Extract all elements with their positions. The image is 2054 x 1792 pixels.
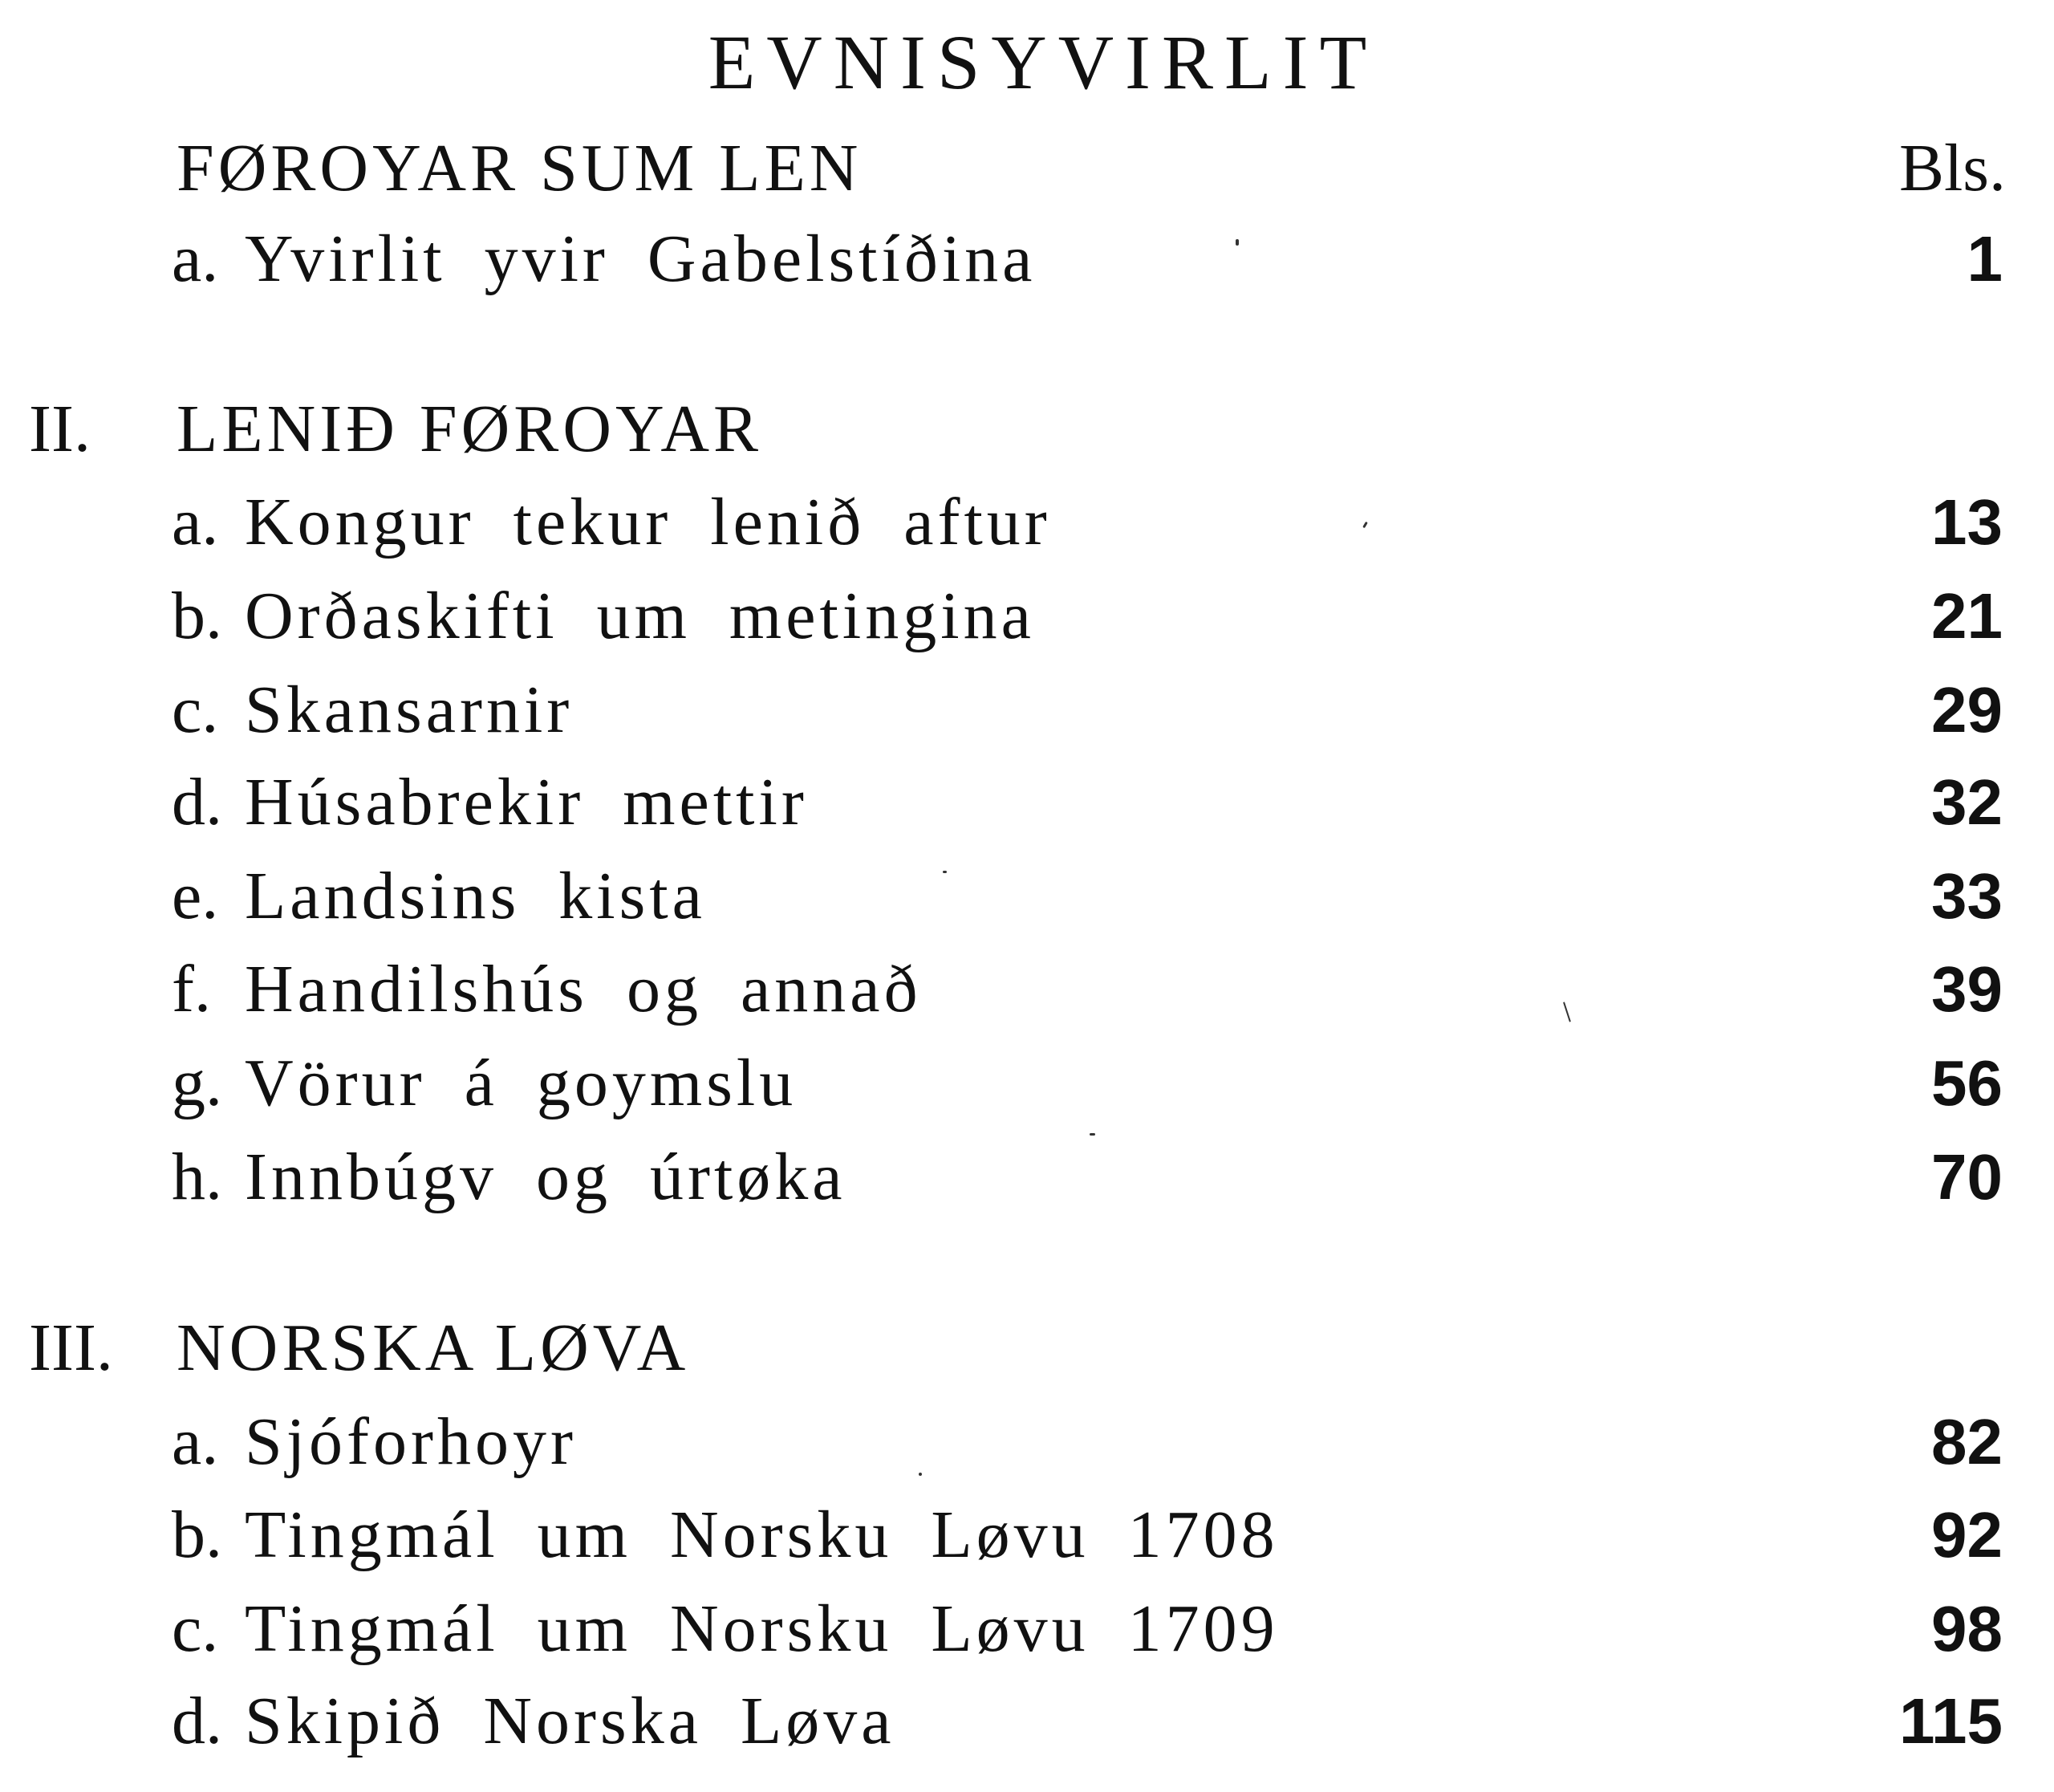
entry-title: Kongur tekur lenið aftur [245,485,1051,559]
entry-page-number: 13 [1931,486,2003,558]
entry-title: Húsabrekir mettir [245,765,808,839]
entry-letter: d. [172,765,222,839]
entry-letter: e. [172,859,219,933]
entry-page-number: 39 [1931,953,2003,1025]
entry-page-number: 33 [1931,860,2003,932]
entry-page-number: 70 [1931,1141,2003,1213]
entry-page-number: 21 [1931,580,2003,652]
toc-entry [0,758,2054,847]
section-heading: FØROYAR SUM LEN [177,131,863,205]
toc-entry [0,1491,2054,1579]
entry-letter: h. [172,1140,222,1214]
entry-title: Innbúgv og úrtøka [245,1140,846,1214]
toc-entry [0,215,2054,303]
page-title: EVNISYVIRLIT [708,19,1378,105]
entry-letter: b. [172,579,222,653]
entry-title: Vörur á goymslu [245,1046,798,1120]
entry-letter: a. [172,1404,219,1479]
entry-letter: d. [172,1684,222,1758]
entry-letter: c. [172,1591,219,1666]
toc-entry [0,666,2054,754]
scan-speck [1090,1133,1095,1136]
entry-letter: g. [172,1046,222,1120]
entry-letter: a. [172,221,219,296]
entry-title: Orðaskifti um metingina [245,579,1035,653]
section-2-header [0,385,2054,473]
entry-page-number: 98 [1931,1593,2003,1664]
entry-title: Handilshús og annað [245,952,922,1026]
scan-speck [1236,239,1239,246]
entry-title: Skansarnir [245,673,574,747]
entry-page-number: 1 [1967,223,2003,295]
entry-title: Sjóforhoyr [245,1404,577,1479]
entry-page-number: 82 [1931,1406,2003,1477]
entry-page-number: 29 [1931,674,2003,746]
entry-page-number: 115 [1898,1685,2003,1757]
entry-letter: f. [172,952,211,1026]
toc-entry [0,478,2054,567]
toc-entry [0,852,2054,941]
toc-entry [0,1133,2054,1221]
section-numeral: II. [29,392,91,466]
section-3-header [0,1304,2054,1392]
scan-speck [943,871,947,873]
toc-entry [0,1585,2054,1673]
section-heading: NORSKA LØVA [177,1310,690,1385]
entry-title: Tingmál um Norsku Løvu 1709 [245,1591,1279,1666]
entry-page-number: 56 [1931,1047,2003,1119]
entry-letter: c. [172,673,219,747]
section-numeral: III. [29,1310,113,1385]
scan-speck [919,1473,922,1476]
section-1-header [0,124,2054,213]
toc-entry [0,1398,2054,1486]
entry-title: Tingmál um Norsku Løvu 1708 [245,1497,1279,1572]
toc-entry [0,945,2054,1034]
entry-title: Skipið Norska Løva [245,1684,895,1758]
toc-entry [0,572,2054,660]
entry-title: Landsins kista [245,859,706,933]
entry-page-number: 92 [1931,1499,2003,1571]
entry-letter: b. [172,1497,222,1572]
section-heading: LENIÐ FØROYAR [177,392,763,466]
toc-entry [0,1039,2054,1128]
entry-title: Yvirlit yvir Gabelstíðina [245,221,1037,296]
entry-page-number: 32 [1931,766,2003,838]
page-column-header: Bls. [1898,131,2006,205]
toc-entry [0,1677,2054,1766]
entry-letter: a. [172,485,219,559]
